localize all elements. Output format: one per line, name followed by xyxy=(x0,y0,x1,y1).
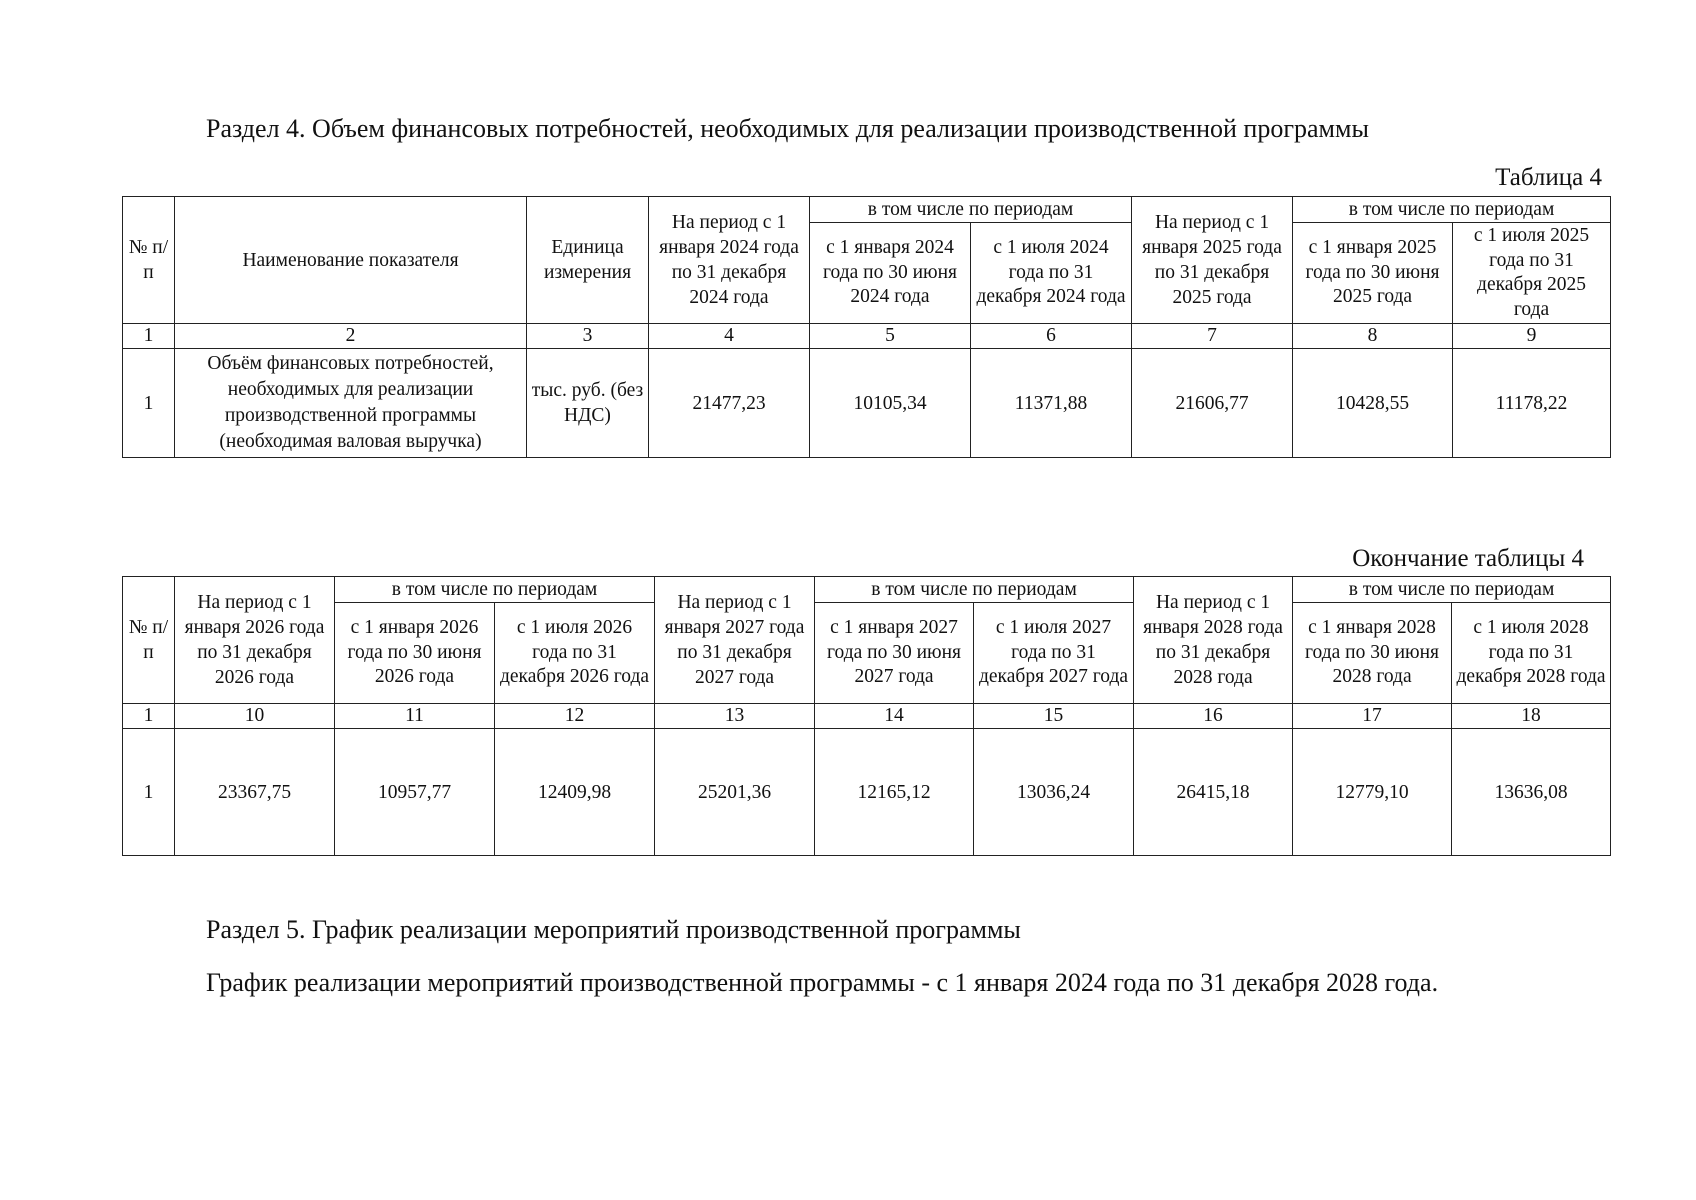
row-indicator-name: Объём финансовых потребностей, необходимых для реализации производственной программы (необходимая валовая выручка) xyxy=(175,349,527,458)
header-h2-2028: с 1 июля 2028 года по 31 декабря 2028 года xyxy=(1452,603,1611,704)
index-cell: 2 xyxy=(175,324,527,349)
header-h1-2026: с 1 января 2026 года по 30 июня 2026 года xyxy=(335,603,495,704)
section-5-title: Раздел 5. График реализации мероприятий производственной программы xyxy=(206,915,1021,944)
index-cell: 3 xyxy=(527,324,649,349)
index-cell: 6 xyxy=(971,324,1132,349)
header-num: № п/п xyxy=(123,577,175,704)
index-cell: 13 xyxy=(655,704,815,729)
header-incl-periods-2026: в том числе по периодам xyxy=(335,577,655,603)
table-1-caption: Таблица 4 xyxy=(1495,164,1602,191)
header-h1-2027: с 1 января 2027 года по 30 июня 2027 года xyxy=(815,603,974,704)
table-row xyxy=(123,349,1611,458)
section-4-title: Раздел 4. Объем финансовых потребностей, необходимых для реализации производственной программы xyxy=(206,114,1369,143)
header-period-2028: На период с 1 января 2028 года по 31 декабря 2028 года xyxy=(1134,577,1293,704)
index-cell: 9 xyxy=(1453,324,1611,349)
header-period-2027: На период с 1 января 2027 года по 31 декабря 2027 года xyxy=(655,577,815,704)
value-cell: 11371,88 xyxy=(971,349,1132,458)
value-cell: 25201,36 xyxy=(655,729,815,856)
index-cell: 16 xyxy=(1134,704,1293,729)
header-incl-periods-2028: в том числе по периодам xyxy=(1293,577,1611,603)
row-unit: тыс. руб. (без НДС) xyxy=(527,349,649,458)
index-cell: 17 xyxy=(1293,704,1452,729)
value-cell: 11178,22 xyxy=(1453,349,1611,458)
header-indicator-name: Наименование показателя xyxy=(175,197,527,324)
value-cell: 26415,18 xyxy=(1134,729,1293,856)
index-cell: 12 xyxy=(495,704,655,729)
index-cell: 7 xyxy=(1132,324,1293,349)
header-num: № п/п xyxy=(123,197,175,324)
index-cell: 10 xyxy=(175,704,335,729)
value-cell: 23367,75 xyxy=(175,729,335,856)
header-h2-2026: с 1 июля 2026 года по 31 декабря 2026 года xyxy=(495,603,655,704)
index-cell: 4 xyxy=(649,324,810,349)
index-cell: 15 xyxy=(974,704,1134,729)
index-cell: 1 xyxy=(123,704,175,729)
header-h1-2028: с 1 января 2028 года по 30 июня 2028 года xyxy=(1293,603,1452,704)
table-row xyxy=(123,729,1611,856)
table-2-caption: Окончание таблицы 4 xyxy=(1352,545,1584,572)
value-cell: 21477,23 xyxy=(649,349,810,458)
header-incl-periods-2027: в том числе по периодам xyxy=(815,577,1134,603)
index-cell: 5 xyxy=(810,324,971,349)
header-incl-periods-2024: в том числе по периодам xyxy=(810,197,1132,223)
row-num: 1 xyxy=(123,349,175,458)
financial-needs-table-2026-2028 xyxy=(122,576,1611,856)
header-period-2025: На период с 1 января 2025 года по 31 декабря 2025 года xyxy=(1132,197,1293,324)
header-incl-periods-2025: в том числе по периодам xyxy=(1293,197,1611,223)
index-cell: 11 xyxy=(335,704,495,729)
value-cell: 21606,77 xyxy=(1132,349,1293,458)
value-cell: 12779,10 xyxy=(1293,729,1452,856)
value-cell: 10957,77 xyxy=(335,729,495,856)
header-h2-2024: с 1 июля 2024 года по 31 декабря 2024 года xyxy=(971,223,1132,324)
value-cell: 10105,34 xyxy=(810,349,971,458)
financial-needs-table-2024-2025 xyxy=(122,196,1611,458)
index-cell: 18 xyxy=(1452,704,1611,729)
header-unit: Единица измерения xyxy=(527,197,649,324)
value-cell: 12409,98 xyxy=(495,729,655,856)
section-5-text: График реализации мероприятий производственной программы - с 1 января 2024 года по 31 декабря 2028 года. xyxy=(206,968,1439,997)
header-h2-2027: с 1 июля 2027 года по 31 декабря 2027 года xyxy=(974,603,1134,704)
value-cell: 12165,12 xyxy=(815,729,974,856)
index-cell: 14 xyxy=(815,704,974,729)
header-h1-2024: с 1 января 2024 года по 30 июня 2024 года xyxy=(810,223,971,324)
row-num: 1 xyxy=(123,729,175,856)
index-cell: 1 xyxy=(123,324,175,349)
header-h2-2025: с 1 июля 2025 года по 31 декабря 2025 года xyxy=(1453,223,1611,324)
header-period-2026: На период с 1 января 2026 года по 31 декабря 2026 года xyxy=(175,577,335,704)
header-period-2024: На период с 1 января 2024 года по 31 декабря 2024 года xyxy=(649,197,810,324)
value-cell: 10428,55 xyxy=(1293,349,1453,458)
index-cell: 8 xyxy=(1293,324,1453,349)
value-cell: 13636,08 xyxy=(1452,729,1611,856)
value-cell: 13036,24 xyxy=(974,729,1134,856)
header-h1-2025: с 1 января 2025 года по 30 июня 2025 года xyxy=(1293,223,1453,324)
